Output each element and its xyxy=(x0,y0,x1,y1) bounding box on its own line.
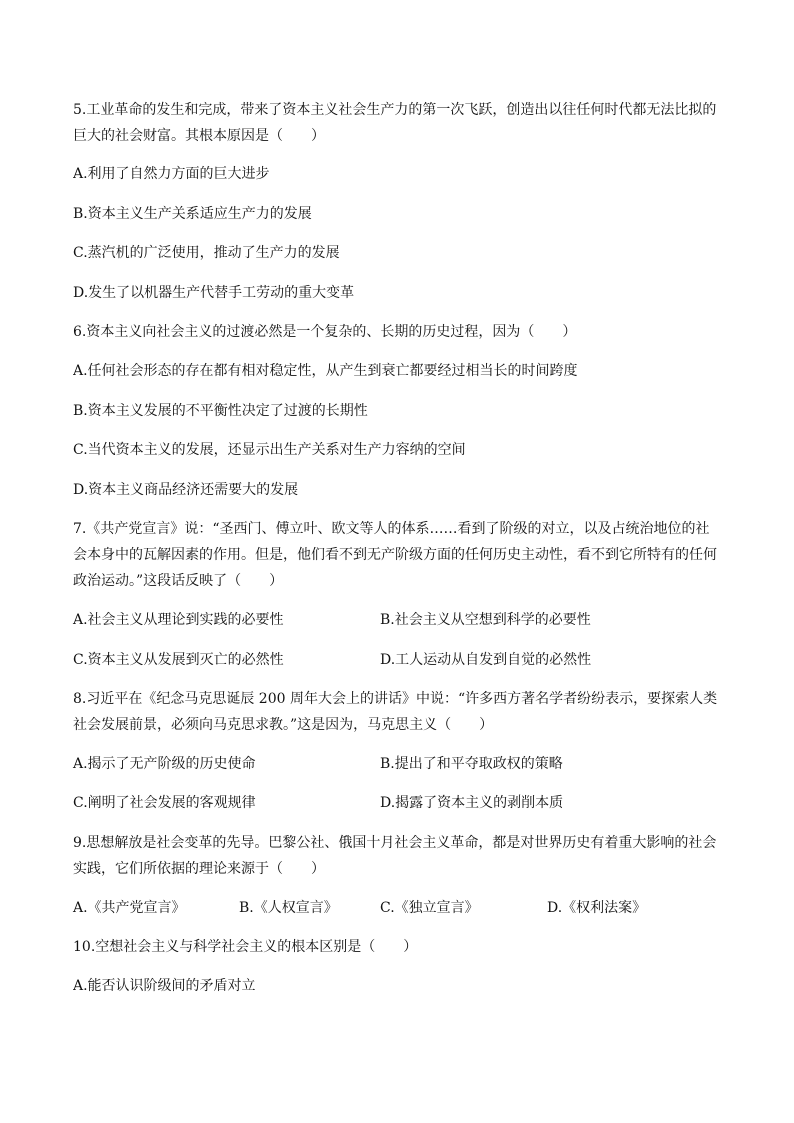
q5-option-a: A.利用了自然力方面的巨大进步 xyxy=(73,166,270,182)
q10-option-a: A.能否认识阶级间的矛盾对立 xyxy=(73,978,256,994)
q8-option-c: C.阐明了社会发展的客观规律 xyxy=(73,795,256,811)
q9-stem-line-2: 实践，它们所依据的理论来源于（ ） xyxy=(73,861,325,877)
q6-option-b: B.资本主义发展的不平衡性决定了过渡的长期性 xyxy=(73,403,368,419)
q8-option-d: D.揭露了资本主义的剥削本质 xyxy=(380,795,564,811)
q7-stem-line-2: 会本身中的瓦解因素的作用。但是，他们看不到无产阶级方面的任何历史主动性，看不到它所特有的任何 xyxy=(73,547,717,563)
q9-option-b: B.《人权宣言》 xyxy=(239,900,338,916)
q5-stem-line-1: 5.工业革命的发生和完成，带来了资本主义社会生产力的第一次飞跃，创造出以往任何时代都无法比拟的 xyxy=(73,102,717,118)
q8-option-b: B.提出了和平夺取政权的策略 xyxy=(380,756,563,772)
q7-option-d: D.工人运动从自发到自觉的必然性 xyxy=(380,652,592,668)
q5-option-c: C.蒸汽机的广泛使用，推动了生产力的发展 xyxy=(73,245,340,261)
q9-option-a: A.《共产党宣言》 xyxy=(73,900,186,916)
q8-stem-line-2: 社会发展前景，必须向马克思求教。”这是因为，马克思主义（ ） xyxy=(73,717,494,733)
q6-option-a: A.任何社会形态的存在都有相对稳定性，从产生到衰亡都要经过相当长的时间跨度 xyxy=(73,363,578,379)
q5-option-b: B.资本主义生产关系适应生产力的发展 xyxy=(73,206,312,222)
q9-option-c: C.《独立宣言》 xyxy=(380,900,479,916)
q7-option-b: B.社会主义从空想到科学的必要性 xyxy=(380,612,591,628)
q5-option-d: D.发生了以机器生产代替手工劳动的重大变革 xyxy=(73,285,355,301)
q6-stem-line-1: 6.资本主义向社会主义的过渡必然是一个复杂的、长期的历史过程，因为（ ） xyxy=(73,324,577,340)
q6-option-c: C.当代资本主义的发展，还显示出生产关系对生产力容纳的空间 xyxy=(73,442,466,458)
q8-option-a: A.揭示了无产阶级的历史使命 xyxy=(73,756,256,772)
q10-stem-line-1: 10.空想社会主义与科学社会主义的根本区别是（ ） xyxy=(73,939,418,955)
q8-stem-line-1: 8.习近平在《纪念马克思诞辰 200 周年大会上的讲话》中说：“许多西方著名学者纷纷表示，要探索人类 xyxy=(73,691,718,707)
q7-option-c: C.资本主义从发展到灭亡的必然性 xyxy=(73,652,284,668)
q7-stem-line-1: 7.《共产党宣言》说：“圣西门、傅立叶、欧文等人的体系……看到了阶级的对立，以及占统治地位的社 xyxy=(73,521,710,537)
q7-stem-line-3: 政治运动。”这段话反映了（ ） xyxy=(73,573,284,589)
q6-option-d: D.资本主义商品经济还需要大的发展 xyxy=(73,482,299,498)
q9-option-d: D.《权利法案》 xyxy=(547,900,647,916)
q5-stem-line-2: 巨大的社会财富。其根本原因是（ ） xyxy=(73,128,325,144)
q9-stem-line-1: 9.思想解放是社会变革的先导。巴黎公社、俄国十月社会主义革命，都是对世界历史有着重大影响的社会 xyxy=(73,835,717,851)
q7-option-a: A.社会主义从理论到实践的必要性 xyxy=(73,612,284,628)
